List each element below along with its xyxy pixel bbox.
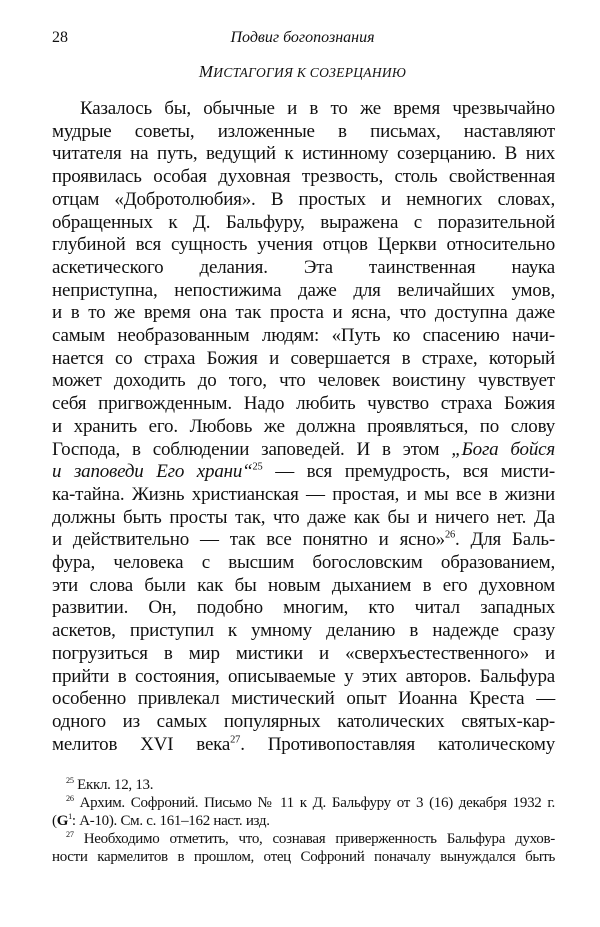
text-segment: . Противопоставляя католическому (240, 733, 555, 755)
running-header (52, 29, 553, 51)
footnote-ref: 1 (68, 812, 72, 822)
text-line (52, 370, 555, 393)
text-segment: Казалось бы, обычные и в то же время чрезвычайно (80, 98, 555, 119)
text-segment: G (56, 813, 69, 830)
footnote-ref: 26 (444, 530, 455, 542)
footnote-line (52, 812, 555, 830)
text-line (52, 484, 555, 507)
text-segment: „Бога бойся (451, 438, 555, 460)
running-title: Подвиг богопознания (230, 29, 375, 46)
text-segment: эти слова были как бы новым дыханием в его духовном (52, 574, 555, 596)
text-segment: одного из самых популярных католических святых-кар- (52, 710, 555, 732)
text-line (52, 280, 555, 303)
footnote-line (52, 830, 555, 848)
footnote-ref: 25 (252, 461, 263, 473)
text-segment: и хранить его. Любовь же должна проявляться, по слову (52, 415, 555, 437)
text-segment: — вся премудрость, вся мисти- (262, 461, 555, 483)
footnote-line (52, 794, 555, 812)
text-segment: ( (52, 813, 57, 830)
text-line (52, 348, 555, 371)
text-segment: Еккл. 12, 13. (73, 777, 154, 794)
text-line (52, 620, 555, 643)
text-line (52, 597, 555, 620)
text-segment: погрузиться в мир мистики и «сверхъестественного» и (52, 642, 555, 664)
text-segment: и действительно — так все понятно и ясно» (52, 529, 445, 551)
text-line (52, 189, 555, 212)
section-title (52, 62, 553, 82)
text-line (52, 302, 555, 325)
footnote-line (52, 848, 555, 866)
text-line (52, 575, 555, 598)
text-segment: мудрые советы, изложенные в письмах, наставляют (52, 120, 555, 142)
text-line (52, 257, 555, 280)
text-line (52, 552, 555, 575)
footnote-line (52, 776, 555, 794)
text-segment: развитии. Он, подобно многим, кто читал западных (52, 597, 555, 619)
text-line (52, 529, 555, 552)
text-segment: читателя на путь, ведущий к истинному созерцанию. В них (52, 143, 555, 165)
text-line (52, 461, 555, 484)
text-line (52, 643, 555, 666)
section-title-initial: М (198, 62, 214, 81)
text-segment: аскетов, приступил к умному деланию в надежде сразу (52, 620, 555, 642)
text-line (52, 234, 555, 257)
footnote-ref: 26 (66, 794, 74, 804)
text-segment: должны быть просты так, что даже как бы и ничего нет. Да (52, 506, 555, 528)
body-text (52, 98, 555, 756)
text-line (52, 212, 555, 235)
text-segment: прийти в состояния, описываемые у этих авторов. Бальфура (52, 665, 555, 687)
text-segment: проявилась особая духовная трезвость, столь свойственная (52, 166, 555, 188)
text-segment: себя пригвожденным. Надо любить чувство страха Божия (52, 393, 555, 415)
text-segment: неприступна, непостижима даже для величайших умов, (52, 279, 555, 301)
text-segment: Необходимо отметить, что, сознавая приверженность Бальфура духов- (73, 831, 555, 848)
text-segment: фура, человека с высшим богословским образованием, (52, 552, 555, 574)
text-segment: самым необразованным людям: «Путь ко спасению начи- (52, 325, 555, 347)
footnote-ref: 25 (66, 776, 74, 786)
text-line (52, 98, 555, 121)
text-line (52, 393, 555, 416)
text-line (52, 507, 555, 530)
text-segment: особенно привлекал мистический опыт Иоанна Креста — (52, 688, 555, 710)
text-segment: Господа, в соблюдении заповедей. И в этом (52, 438, 452, 460)
footnote-ref: 27 (66, 830, 74, 840)
text-segment: аскетического делания. Эта таинственная наука (52, 256, 555, 278)
text-segment: мелитов XVI века (52, 733, 231, 755)
text-line (52, 121, 555, 144)
text-segment: нается со страха Божия и совершается в страхе, который (52, 347, 555, 369)
footnotes (52, 776, 555, 866)
text-line (52, 325, 555, 348)
text-line (52, 711, 555, 734)
text-segment: ка-тайна. Жизнь христианская — простая, и мы все в жизни (52, 483, 555, 505)
text-segment: отцам «Добротолюбия». В простых и немногих словах, (52, 188, 555, 210)
text-line (52, 734, 555, 757)
text-segment: может доходить до того, что человек воистину чувствует (52, 370, 555, 392)
text-segment: : А-10). См. с. 161–162 наст. изд. (71, 813, 270, 830)
text-line (52, 439, 555, 462)
section-title-rest: ИСТАГОГИЯ К СОЗЕРЦАНИЮ (213, 65, 407, 80)
text-line (52, 688, 555, 711)
text-segment: . Для Баль- (454, 529, 556, 551)
text-segment: обращенных к Д. Бальфуру, выражена с поразительной (52, 211, 555, 233)
text-segment: и в то же время она так проста и ясна, что доступна даже (52, 302, 555, 324)
text-segment: ности кармелитов в прошлом, отец Софроний поначалу вынуждался быть (52, 849, 555, 866)
text-line (52, 143, 555, 166)
text-line (52, 166, 555, 189)
text-segment: Архим. Софроний. Письмо № 11 к Д. Бальфуру от 3 (16) декабря 1932 г. (73, 795, 555, 812)
footnote-ref: 27 (230, 734, 241, 746)
text-segment: глубиной вся сущность учения отцов Церкви относительно (52, 234, 555, 256)
text-line (52, 416, 555, 439)
text-segment: и заповеди Его храни“ (52, 461, 253, 483)
text-line (52, 666, 555, 689)
page-number: 28 (52, 29, 68, 46)
